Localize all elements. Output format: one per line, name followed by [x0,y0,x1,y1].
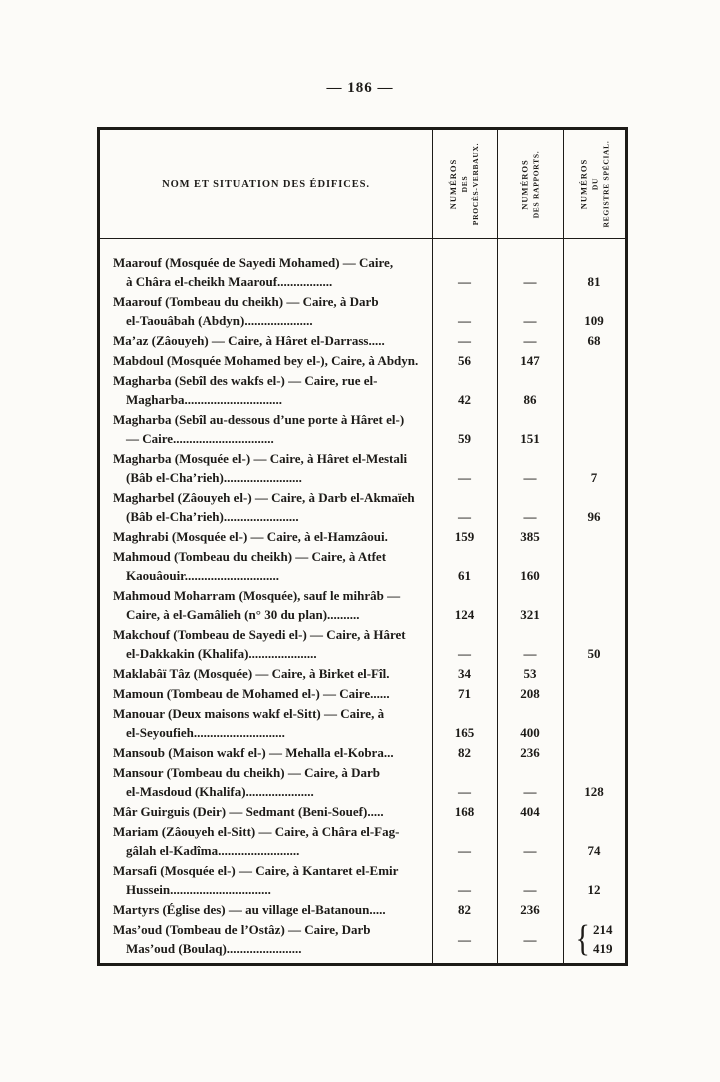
num-rapports: 147 [520,353,540,368]
num-registre-special: 74 [587,843,601,858]
column-header-line: NUMÉROS [448,158,459,210]
edifice-name: Maarouf (Tombeau du cheikh) — Caire, à Darb el-Taouâbah (Abdyn)..................... [113,294,379,328]
num-rapports: — [523,646,537,661]
edifice-name: Mamoun (Tombeau de Mohamed el-) — Caire...... [113,686,390,701]
num-registre-special: 109 [584,313,604,328]
edifice-name: Magharbel (Zâouyeh el-) — Caire, à Darb el-Akmaïeh (Bâb el-Cha’rieh)....................... [113,490,415,524]
edifice-name: Mariam (Zâouyeh el-Sitt) — Caire, à Châra el-Fag- gâlah el-Kadîma......................... [113,824,400,858]
edifice-name: Makchouf (Tombeau de Sayedi el-) — Caire, à Hâret el-Dakkakin (Khalifa)..................... [113,627,406,661]
table-row [100,371,625,409]
num-registre-special: 7 [590,470,598,485]
table-row [100,704,625,742]
table-row [100,684,625,703]
num-registre-special [563,547,625,585]
table-row [100,488,625,526]
num-registre-special [563,527,625,546]
column-header-rapports [497,130,563,238]
table-row [100,547,625,585]
table-row [100,331,625,350]
edifice-name: Magharba (Mosquée el-) — Caire, à Hâret el-Mestali (Bâb el-Cha’rieh)........................ [113,451,408,485]
num-proces-verbaux: — [458,313,471,328]
num-registre-special: { 214 419 [575,917,613,959]
column-header-registre-special [563,130,625,238]
column-rule-3 [563,130,564,963]
table-row [100,586,625,624]
num-registre-special: 96 [587,509,601,524]
num-rapports: — [523,843,537,858]
column-header-line: DU [590,177,599,191]
num-registre-special [563,351,625,370]
num-proces-verbaux: 71 [458,686,471,701]
num-registre-special: 50 [587,646,601,661]
num-proces-verbaux: — [458,882,471,897]
num-proces-verbaux: 124 [454,607,475,622]
num-rapports: 400 [520,725,540,740]
column-header-line: NUMÉROS [578,158,588,210]
table-row [100,917,625,959]
num-rapports: — [523,333,537,348]
table-row [100,664,625,683]
table-row [100,449,625,487]
num-rapports: 86 [523,392,537,407]
num-proces-verbaux: — [458,274,471,289]
edifice-name: Mahmoud Moharram (Mosquée), sauf le mihrâb — Caire, à el-Gamâlieh (n° 30 du plan).......... [113,588,401,622]
edifice-name: Maghrabi (Mosquée el-) — Caire, à el-Hamzâoui. [113,529,388,544]
num-registre-special [563,802,625,821]
table-row [100,802,625,821]
num-registre-special [563,900,625,919]
num-rapports: 236 [520,902,540,917]
num-rapports: — [523,313,537,328]
table-row [100,861,625,899]
num-rapports: 208 [520,686,540,701]
table-row [100,351,625,370]
edifice-name: Magharba (Sebîl au-dessous d’une porte à Hâret el-) — Caire............................... [113,412,405,446]
num-registre-special: 81 [587,274,601,289]
num-rapports: 151 [520,431,540,446]
num-registre-special [563,586,625,624]
column-header-line: PROCÈS-VERBAUX. [471,142,481,226]
column-rule-2 [497,130,498,963]
edifices-table [97,127,628,966]
edifice-name: Martyrs (Église des) — au village el-Batanoun..... [113,902,386,917]
num-proces-verbaux: 82 [458,745,471,760]
num-registre-special: 128 [584,784,604,799]
num-proces-verbaux: 82 [458,902,471,917]
column-rule-1 [432,130,433,963]
num-proces-verbaux: — [458,931,471,947]
num-registre-special: 12 [587,882,601,897]
edifice-name: Ma’az (Zâouyeh) — Caire, à Hâret el-Darrass..... [113,333,385,348]
num-rapports: — [523,882,537,897]
edifice-name: Mâr Guirguis (Deir) — Sedmant (Beni-Souef)..... [113,804,384,819]
num-proces-verbaux: — [458,646,471,661]
num-rapports: 160 [520,568,540,583]
brace-glyph: { [575,917,590,959]
edifice-name: Mabdoul (Mosquée Mohamed bey el-), Caire, à Abdyn. [113,353,419,368]
num-rapports: — [523,931,537,947]
page-number: — 186 — [326,80,394,96]
num-proces-verbaux: — [458,333,471,348]
table-header [100,130,625,238]
edifice-name: Mas’oud (Tombeau de l’Ostâz) — Caire, Darb Mas’oud (Boulaq)....................... [113,922,371,956]
edifice-name: Mahmoud (Tombeau du cheikh) — Caire, à Atfet Kaouâouir............................. [113,549,387,583]
num-registre-special [563,743,625,762]
table-row [100,822,625,860]
table-row [100,763,625,801]
num-proces-verbaux: 34 [458,666,471,681]
num-proces-verbaux: 61 [458,568,471,583]
num-proces-verbaux: 168 [454,804,475,819]
table-row [100,292,625,330]
num-registre-special: 68 [587,333,601,348]
num-registre-special [563,684,625,703]
edifice-name: Manouar (Deux maisons wakf el-Sitt) — Caire, à el-Seyoufieh............................ [113,706,385,740]
num-rapports: 236 [520,745,540,760]
num-proces-verbaux: — [458,784,471,799]
num-proces-verbaux: — [458,470,471,485]
num-rapports: 53 [523,666,537,681]
table-row [100,253,625,291]
edifice-name: Mansour (Tombeau du cheikh) — Caire, à Darb el-Masdoud (Khalifa)..................... [113,765,381,799]
num-rapports: — [523,470,537,485]
num-registre-special [563,664,625,683]
num-registre-special [563,410,625,448]
num-proces-verbaux: — [458,509,471,524]
num-proces-verbaux: — [458,843,471,858]
num-rapports: — [523,274,537,289]
num-rapports: — [523,509,537,524]
num-rapports: — [523,784,537,799]
table-row [100,625,625,663]
column-header-line: DES [460,175,470,193]
num-rapports: 385 [520,529,540,544]
table-body [100,239,625,958]
edifice-name: Mansoub (Maison wakf el-) — Mehalla el-Kobra... [113,745,394,760]
num-proces-verbaux: 59 [458,431,471,446]
edifice-name: Marsafi (Mosquée el-) — Caire, à Kantaret el-Emir Hussein............................... [113,863,399,897]
table-row [100,743,625,762]
column-header-line: DES RAPPORTS. [531,150,541,218]
num-registre-special [563,704,625,742]
num-proces-verbaux: 165 [454,725,475,740]
edifice-name: Magharba (Sebîl des wakfs el-) — Caire, rue el- Magharba.............................. [113,373,378,407]
edifice-name: Maarouf (Mosquée de Sayedi Mohamed) — Caire, à Châra el-cheikh Maarouf................. [113,255,394,289]
table-row [100,900,625,919]
column-header-line: REGISTRE SPÉCIAL. [601,140,610,228]
table-row [100,527,625,546]
num-rapports: 404 [520,804,540,819]
num-proces-verbaux: 56 [458,353,471,368]
table-row [100,410,625,448]
edifice-name: Maklabâï Tâz (Mosquée) — Caire, à Birket el-Fîl. [113,666,390,681]
num-proces-verbaux: 42 [458,392,471,407]
num-rapports: 321 [520,607,540,622]
column-header-proces-verbaux [432,130,497,238]
num-proces-verbaux: 159 [454,529,475,544]
num-registre-special [563,371,625,409]
column-header-line: NUMÉROS [519,158,530,210]
name-column-header: NOM ET SITUATION DES ÉDIFICES. [162,178,370,190]
